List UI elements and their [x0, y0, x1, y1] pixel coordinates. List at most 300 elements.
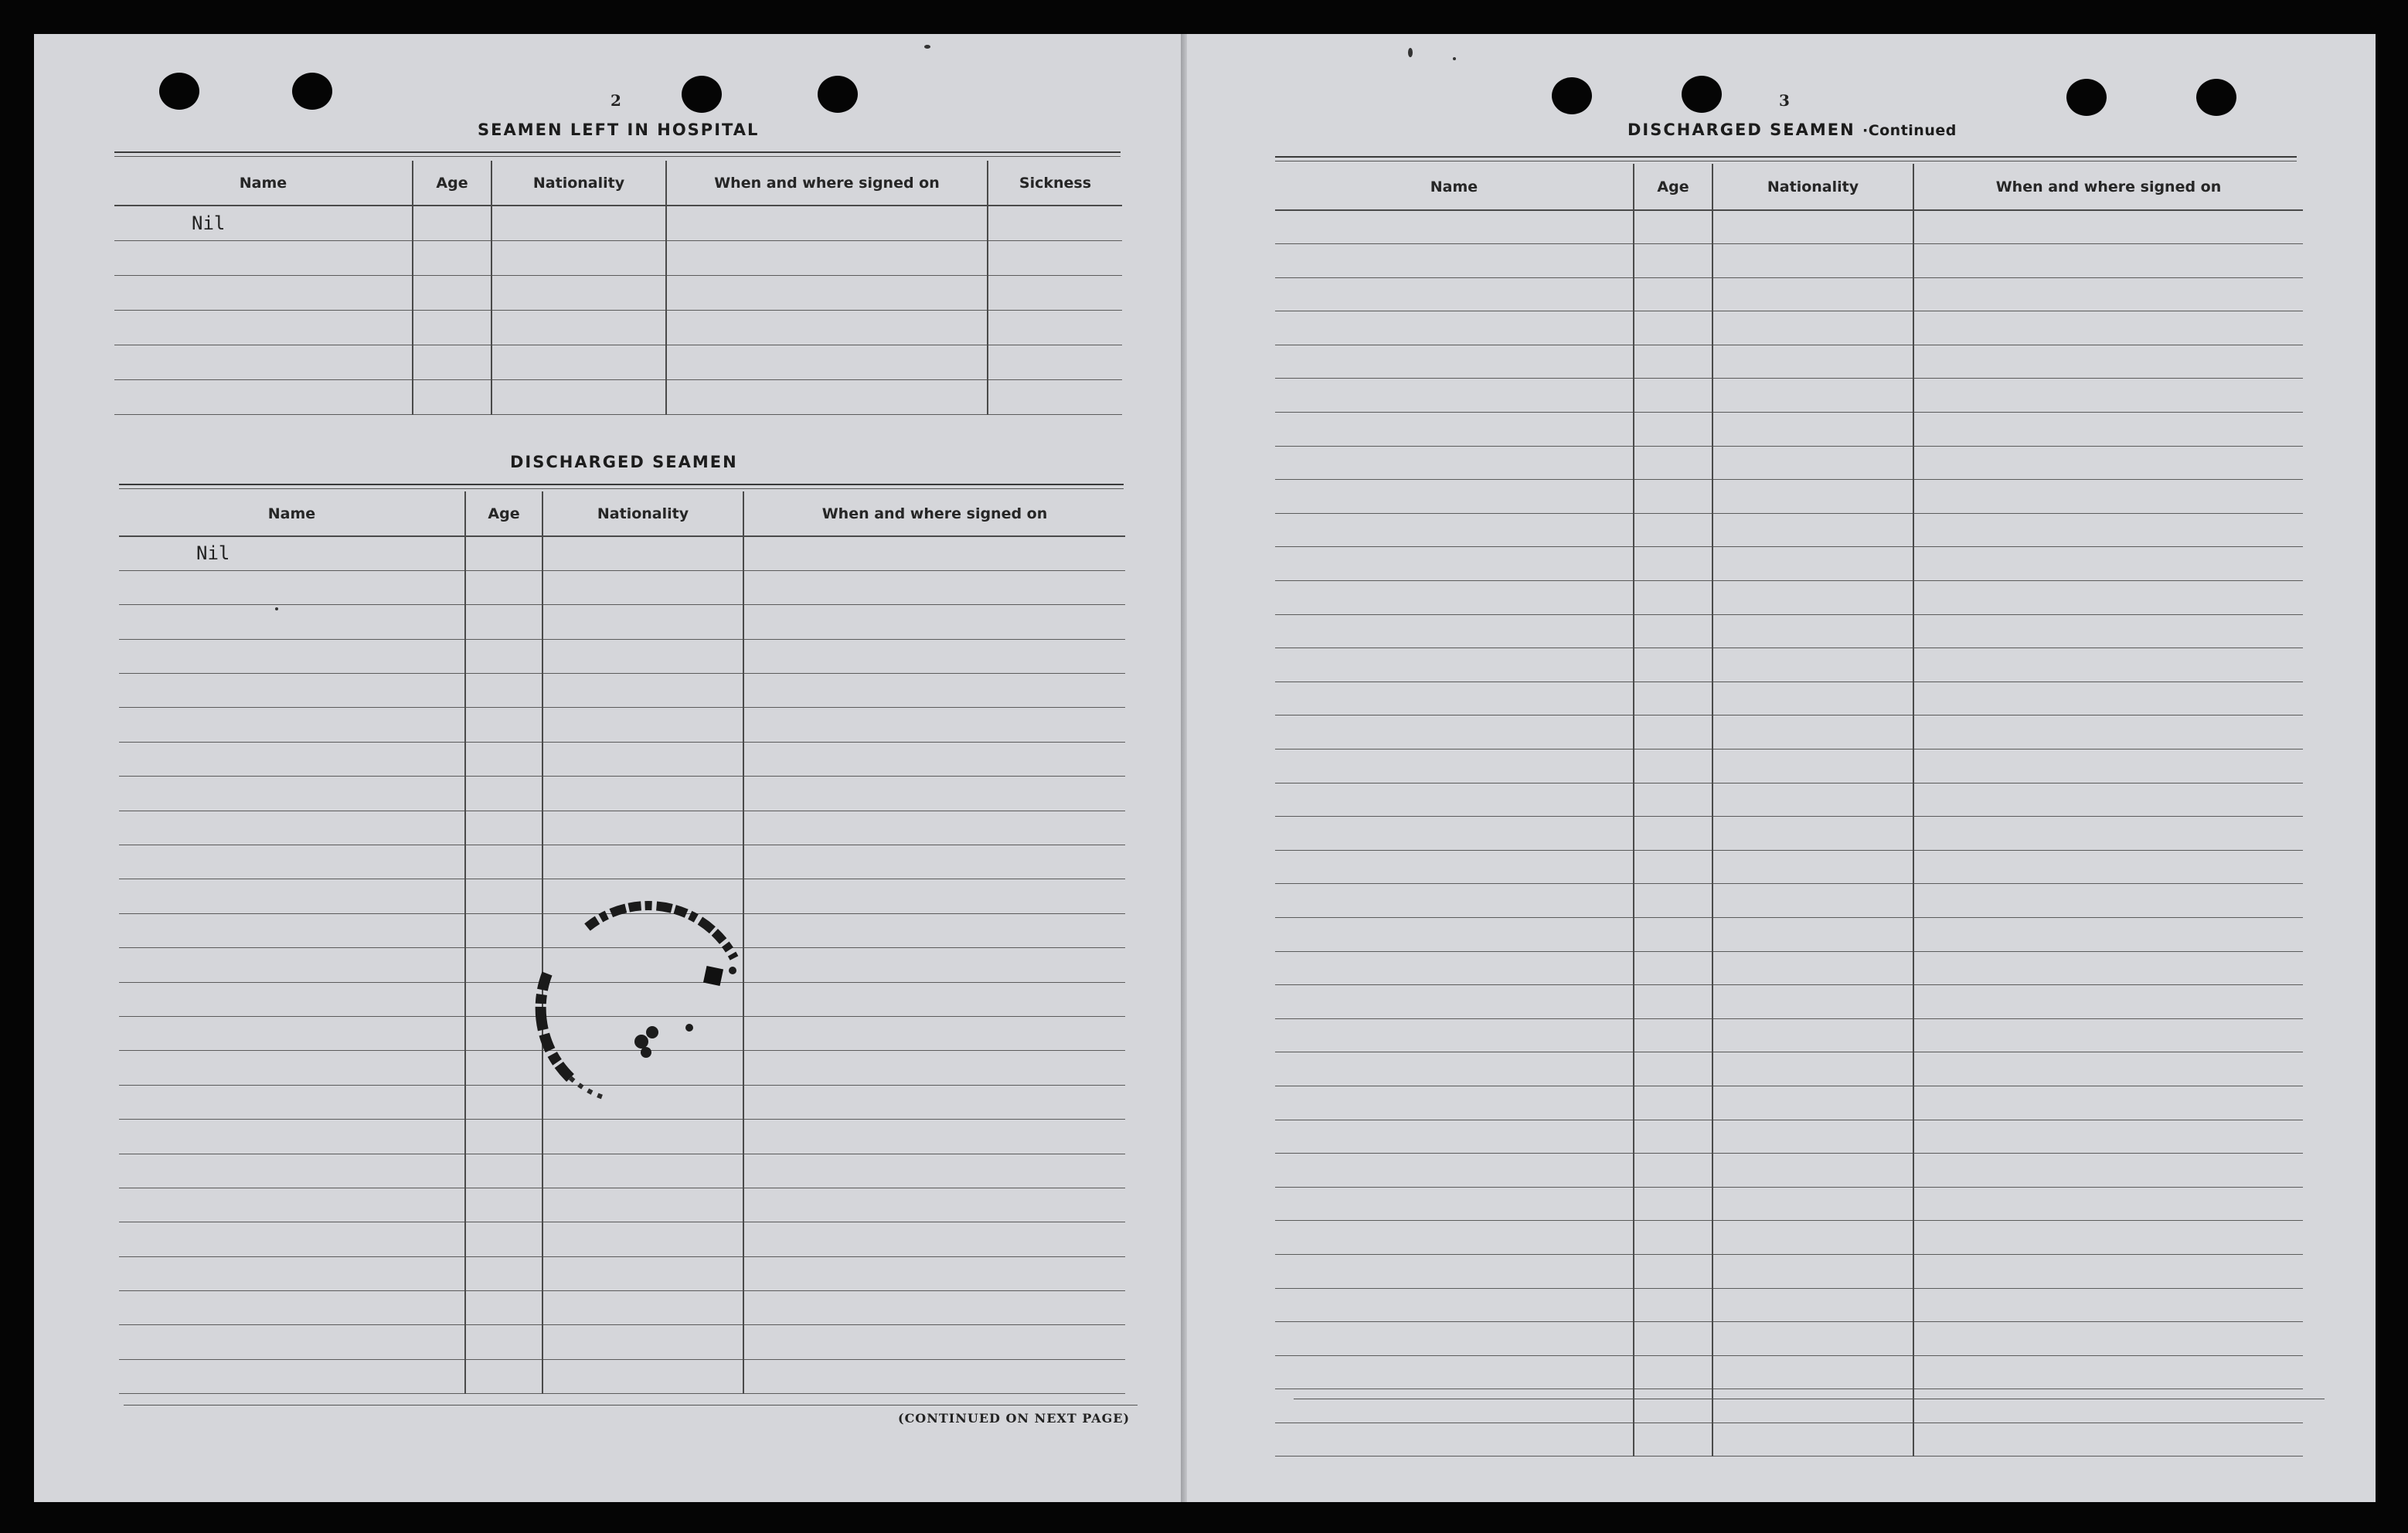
table-row: [1275, 1086, 2303, 1120]
table-cell: [1634, 1254, 1712, 1288]
table-row: [1275, 1187, 2303, 1221]
header-rule: [119, 484, 1124, 485]
table-cell: [1913, 1221, 2303, 1255]
table-cell: [743, 982, 1125, 1016]
table-cell: [1712, 985, 1913, 1019]
table-row: [1275, 783, 2303, 817]
table-cell: [119, 845, 465, 879]
table-cell: [1634, 379, 1712, 413]
table-cell: [1634, 210, 1712, 244]
table-cell: [119, 1016, 465, 1050]
table-cell: [1913, 480, 2303, 514]
column-header-name: Name: [114, 161, 413, 206]
table-cell: [1913, 1355, 2303, 1389]
table-cell: [743, 708, 1125, 742]
page-number: 3: [1779, 91, 1790, 110]
table-row: [114, 206, 1122, 240]
table-cell: [1634, 614, 1712, 648]
scan-speck: [924, 45, 930, 49]
table-cell: [1712, 951, 1913, 985]
table-cell: [666, 379, 988, 414]
table-cell: [743, 1016, 1125, 1050]
table-cell: [1712, 547, 1913, 581]
table-row: [1275, 413, 2303, 447]
table-cell: [1634, 951, 1712, 985]
table-cell: [1913, 917, 2303, 951]
table-cell: [491, 379, 666, 414]
table-row: [1275, 1389, 2303, 1423]
table-cell: [542, 708, 743, 742]
table-cell: [1712, 648, 1913, 682]
table-row: [119, 1154, 1125, 1188]
table-cell: [1712, 244, 1913, 278]
table-cell: [1275, 1086, 1634, 1120]
table-cell: [743, 1291, 1125, 1325]
table-cell: [1275, 379, 1634, 413]
table-cell: [1634, 783, 1712, 817]
table-cell: [1913, 1288, 2303, 1322]
column-header-nationality: Nationality: [491, 161, 666, 206]
column-header-nationality: Nationality: [542, 491, 743, 536]
table-cell: [119, 1051, 465, 1085]
table-cell: [465, 639, 542, 673]
table-cell: [1634, 446, 1712, 480]
table-cell: [542, 1359, 743, 1393]
table-cell: [465, 811, 542, 845]
punch-hole: [2066, 79, 2107, 116]
table-cell: [1275, 682, 1634, 716]
table-cell: [1913, 1018, 2303, 1052]
table-cell: [119, 1085, 465, 1119]
table-row: [119, 708, 1125, 742]
table-cell: [465, 1154, 542, 1188]
table-cell: [1275, 581, 1634, 615]
table-cell: [542, 1188, 743, 1222]
page-fold: [1181, 34, 1187, 1502]
table-row: [1275, 917, 2303, 951]
table-cell: [1913, 1389, 2303, 1423]
table-cell: [1712, 1052, 1913, 1086]
table-cell: [743, 1188, 1125, 1222]
table-cell: [465, 1222, 542, 1256]
table-cell: [1712, 513, 1913, 547]
table-cell: [743, 777, 1125, 811]
table-cell: [465, 1120, 542, 1154]
table-cell: [1913, 850, 2303, 884]
table-cell: [1712, 1322, 1913, 1356]
table-cell: [542, 1120, 743, 1154]
table-row: [119, 1359, 1125, 1393]
table-cell: [1634, 884, 1712, 918]
table-cell: [1913, 581, 2303, 615]
table-cell: [743, 570, 1125, 604]
column-header-nationality: Nationality: [1712, 164, 1913, 210]
table-cell: [1634, 1120, 1712, 1154]
table-cell: [1913, 716, 2303, 750]
table-cell: [1712, 850, 1913, 884]
table-cell: [542, 639, 743, 673]
table-cell: [465, 674, 542, 708]
punch-hole: [1682, 76, 1722, 113]
table-cell: [413, 206, 491, 240]
bottom-rule: [124, 1405, 1138, 1406]
table-cell: [666, 206, 988, 240]
table-cell: [743, 845, 1125, 879]
table-cell: [1275, 985, 1634, 1019]
table-cell: [743, 639, 1125, 673]
table-cell: [1712, 917, 1913, 951]
discharged-continued-table: [1275, 164, 2303, 1457]
column-header-name: Name: [1275, 164, 1634, 210]
table-cell: [666, 345, 988, 379]
table-row: [1275, 750, 2303, 783]
table-cell: [1712, 413, 1913, 447]
table-cell: [1275, 1187, 1634, 1221]
table-cell: [119, 1256, 465, 1290]
table-cell: [119, 879, 465, 913]
table-cell: [413, 310, 491, 345]
table-cell: [1712, 277, 1913, 311]
table-cell: [1712, 1288, 1913, 1322]
table-cell: [119, 570, 465, 604]
punch-hole: [159, 73, 199, 110]
header-rule: [114, 151, 1121, 153]
table-cell: [1712, 1389, 1913, 1423]
table-cell: [1712, 614, 1913, 648]
table-cell: [542, 674, 743, 708]
table-cell: [1712, 783, 1913, 817]
table-cell: [1275, 1120, 1634, 1154]
table-cell: [491, 275, 666, 310]
table-cell: [1275, 446, 1634, 480]
table-cell: [114, 275, 413, 310]
column-header-age: Age: [413, 161, 491, 206]
punch-hole: [2196, 79, 2236, 116]
table-cell: [988, 275, 1122, 310]
table-cell: [1275, 917, 1634, 951]
column-header-signed-on: When and where signed on: [743, 491, 1125, 536]
table-cell: [1275, 1052, 1634, 1086]
table-cell: [1275, 884, 1634, 918]
table-cell: [1712, 581, 1913, 615]
table-cell: [743, 948, 1125, 982]
table-cell: [1634, 985, 1712, 1019]
table-cell: [1275, 1288, 1634, 1322]
table-row: [1275, 513, 2303, 547]
table-cell: [1275, 345, 1634, 379]
table-cell: [1275, 817, 1634, 851]
table-cell: [1634, 917, 1712, 951]
table-cell: [542, 1325, 743, 1359]
column-header-signed-on: When and where signed on: [666, 161, 988, 206]
table-cell: [743, 1256, 1125, 1290]
table-cell: [1634, 1322, 1712, 1356]
table-cell: [1634, 1423, 1712, 1457]
table-cell: [1634, 850, 1712, 884]
table-cell: [1913, 1322, 2303, 1356]
table-row: [119, 674, 1125, 708]
table-cell: [988, 240, 1122, 275]
table-row: [1275, 480, 2303, 514]
header-rule: [1275, 156, 2297, 158]
table-cell: [1913, 750, 2303, 783]
table-cell: [1275, 480, 1634, 514]
table-row: [114, 240, 1122, 275]
table-cell: [114, 379, 413, 414]
discharged-section-title: DISCHARGED SEAMEN: [510, 453, 738, 471]
table-cell: [1275, 1423, 1634, 1457]
table-cell: [465, 1256, 542, 1290]
header-rule: [119, 488, 1124, 489]
table-cell: [1634, 1154, 1712, 1188]
table-cell: [119, 1291, 465, 1325]
table-cell: [1634, 345, 1712, 379]
table-cell: [743, 1325, 1125, 1359]
table-cell: [1913, 244, 2303, 278]
table-cell: [542, 777, 743, 811]
table-cell: [542, 1291, 743, 1325]
table-cell: [1634, 1288, 1712, 1322]
table-cell: [119, 982, 465, 1016]
table-cell: [1275, 716, 1634, 750]
table-row: [1275, 817, 2303, 851]
table-cell: [743, 1222, 1125, 1256]
table-cell: [1913, 1086, 2303, 1120]
table-cell: [1712, 750, 1913, 783]
table-cell: [1634, 413, 1712, 447]
table-row: [1275, 951, 2303, 985]
table-row: [1275, 1423, 2303, 1457]
table-row: [119, 811, 1125, 845]
table-row: [1275, 311, 2303, 345]
table-cell: [413, 275, 491, 310]
table-cell: [1913, 210, 2303, 244]
table-cell: [1275, 311, 1634, 345]
table-cell: [491, 206, 666, 240]
table-cell: [119, 1222, 465, 1256]
hospital-section-title: SEAMEN LEFT IN HOSPITAL: [478, 121, 760, 139]
table-cell: [1634, 1018, 1712, 1052]
discharged-continued-title: [1627, 121, 1957, 139]
table-cell: [1913, 1052, 2303, 1086]
table-cell: [1275, 1018, 1634, 1052]
table-row: [119, 777, 1125, 811]
table-cell: [119, 1359, 465, 1393]
table-cell: [1712, 480, 1913, 514]
column-header-sickness: Sickness: [988, 161, 1122, 206]
table-cell: [1275, 1355, 1634, 1389]
table-cell: [988, 310, 1122, 345]
ink-stamp: [510, 881, 757, 1113]
table-cell: [491, 345, 666, 379]
table-cell: [119, 913, 465, 947]
table-cell: [988, 206, 1122, 240]
table-cell: [1634, 1355, 1712, 1389]
discharged-continued-title-text: DISCHARGED SEAMEN: [1627, 121, 1855, 139]
table-cell: [1634, 513, 1712, 547]
table-cell: [1634, 682, 1712, 716]
table-row: [119, 1120, 1125, 1154]
table-row: [1275, 1018, 2303, 1052]
table-cell: [1634, 581, 1712, 615]
table-row: [1275, 210, 2303, 244]
column-header-name: Name: [119, 491, 465, 536]
table-cell: [413, 240, 491, 275]
table-cell: [119, 1154, 465, 1188]
punch-hole: [682, 76, 722, 113]
table-cell: [1634, 1221, 1712, 1255]
table-row: [119, 1256, 1125, 1290]
table-row: [1275, 850, 2303, 884]
table-cell: [1712, 345, 1913, 379]
table-cell: [1634, 244, 1712, 278]
table-row: [1275, 345, 2303, 379]
table-cell: [743, 536, 1125, 570]
table-cell: [1712, 1120, 1913, 1154]
table-cell: [465, 742, 542, 776]
table-row: [1275, 1221, 2303, 1255]
table-cell: [465, 570, 542, 604]
table-cell: [1634, 1187, 1712, 1221]
punch-hole: [818, 76, 858, 113]
table-cell: [743, 742, 1125, 776]
table-row: [1275, 716, 2303, 750]
scan-speck: [275, 607, 278, 610]
table-cell: [465, 605, 542, 639]
table-cell: [1913, 783, 2303, 817]
table-row: [1275, 1154, 2303, 1188]
table-cell: [1634, 817, 1712, 851]
table-row: [119, 1188, 1125, 1222]
table-cell: [743, 1120, 1125, 1154]
table-cell: [1634, 547, 1712, 581]
table-cell: [1634, 277, 1712, 311]
table-cell: [1712, 682, 1913, 716]
table-cell: [465, 708, 542, 742]
table-row: [119, 536, 1125, 570]
table-cell: [1913, 1187, 2303, 1221]
table-cell: [119, 811, 465, 845]
table-cell: [1275, 1322, 1634, 1356]
table-cell: [1275, 244, 1634, 278]
table-cell: [1634, 1086, 1712, 1120]
table-cell: [542, 742, 743, 776]
table-row: [1275, 581, 2303, 615]
table-cell: [542, 536, 743, 570]
table-cell: [1913, 985, 2303, 1019]
table-row: [119, 605, 1125, 639]
table-row: [114, 275, 1122, 310]
table-cell: [1275, 648, 1634, 682]
table-row: [119, 1325, 1125, 1359]
table-cell: [1634, 750, 1712, 783]
table-cell: [743, 879, 1125, 913]
table-row: [1275, 446, 2303, 480]
table-row: [1275, 614, 2303, 648]
table-cell: [1712, 379, 1913, 413]
table-cell: [119, 948, 465, 982]
table-cell: [1913, 951, 2303, 985]
table-cell: [1913, 413, 2303, 447]
table-cell: [1913, 614, 2303, 648]
table-row: [1275, 1052, 2303, 1086]
table-row: [1275, 1288, 2303, 1322]
table-cell: [1712, 1221, 1913, 1255]
table-cell: [743, 605, 1125, 639]
table-cell: [465, 777, 542, 811]
table-row: [114, 345, 1122, 379]
table-cell: [1712, 1086, 1913, 1120]
table-cell: [1712, 1423, 1913, 1457]
title-continued-suffix: ·Continued: [1862, 122, 1957, 139]
table-cell: [1712, 884, 1913, 918]
table-cell: [1712, 1355, 1913, 1389]
table-row: [1275, 277, 2303, 311]
table-cell: [119, 742, 465, 776]
table-row: [119, 1291, 1125, 1325]
table-row: [1275, 884, 2303, 918]
table-cell: [114, 310, 413, 345]
scan-speck: [1453, 57, 1456, 60]
table-cell: [465, 536, 542, 570]
table-cell: [1712, 446, 1913, 480]
table-row: [1275, 1254, 2303, 1288]
hospital-table: [114, 161, 1122, 415]
table-row: [1275, 985, 2303, 1019]
table-cell: [988, 379, 1122, 414]
table-cell: [119, 708, 465, 742]
table-cell: [1712, 210, 1913, 244]
table-cell: [1913, 513, 2303, 547]
table-cell: [1634, 648, 1712, 682]
table-cell: [491, 240, 666, 275]
table-cell: [1712, 1254, 1913, 1288]
table-cell: [119, 777, 465, 811]
table-cell: [1275, 210, 1634, 244]
table-row: [119, 1222, 1125, 1256]
table-cell: [743, 1359, 1125, 1393]
table-cell: [465, 1291, 542, 1325]
table-row: [1275, 1120, 2303, 1154]
table-cell: [666, 240, 988, 275]
table-cell: Nil: [114, 206, 413, 240]
table-cell: [1634, 480, 1712, 514]
table-cell: [491, 310, 666, 345]
table-row: [1275, 1355, 2303, 1389]
punch-hole: [292, 73, 332, 110]
table-row: [119, 845, 1125, 879]
table-cell: [1712, 716, 1913, 750]
scan-speck: [1408, 48, 1413, 57]
table-cell: [1275, 614, 1634, 648]
table-cell: [465, 1325, 542, 1359]
table-row: [1275, 379, 2303, 413]
table-row: [114, 310, 1122, 345]
table-cell: [666, 275, 988, 310]
table-cell: [114, 240, 413, 275]
table-cell: [1913, 1254, 2303, 1288]
table-cell: [542, 605, 743, 639]
table-cell: [119, 1325, 465, 1359]
column-header-age: Age: [465, 491, 542, 536]
table-cell: [413, 345, 491, 379]
table-cell: [1913, 446, 2303, 480]
table-cell: [1712, 817, 1913, 851]
table-row: [1275, 244, 2303, 278]
table-row: [119, 639, 1125, 673]
table-cell: [743, 1154, 1125, 1188]
table-cell: [1712, 1154, 1913, 1188]
